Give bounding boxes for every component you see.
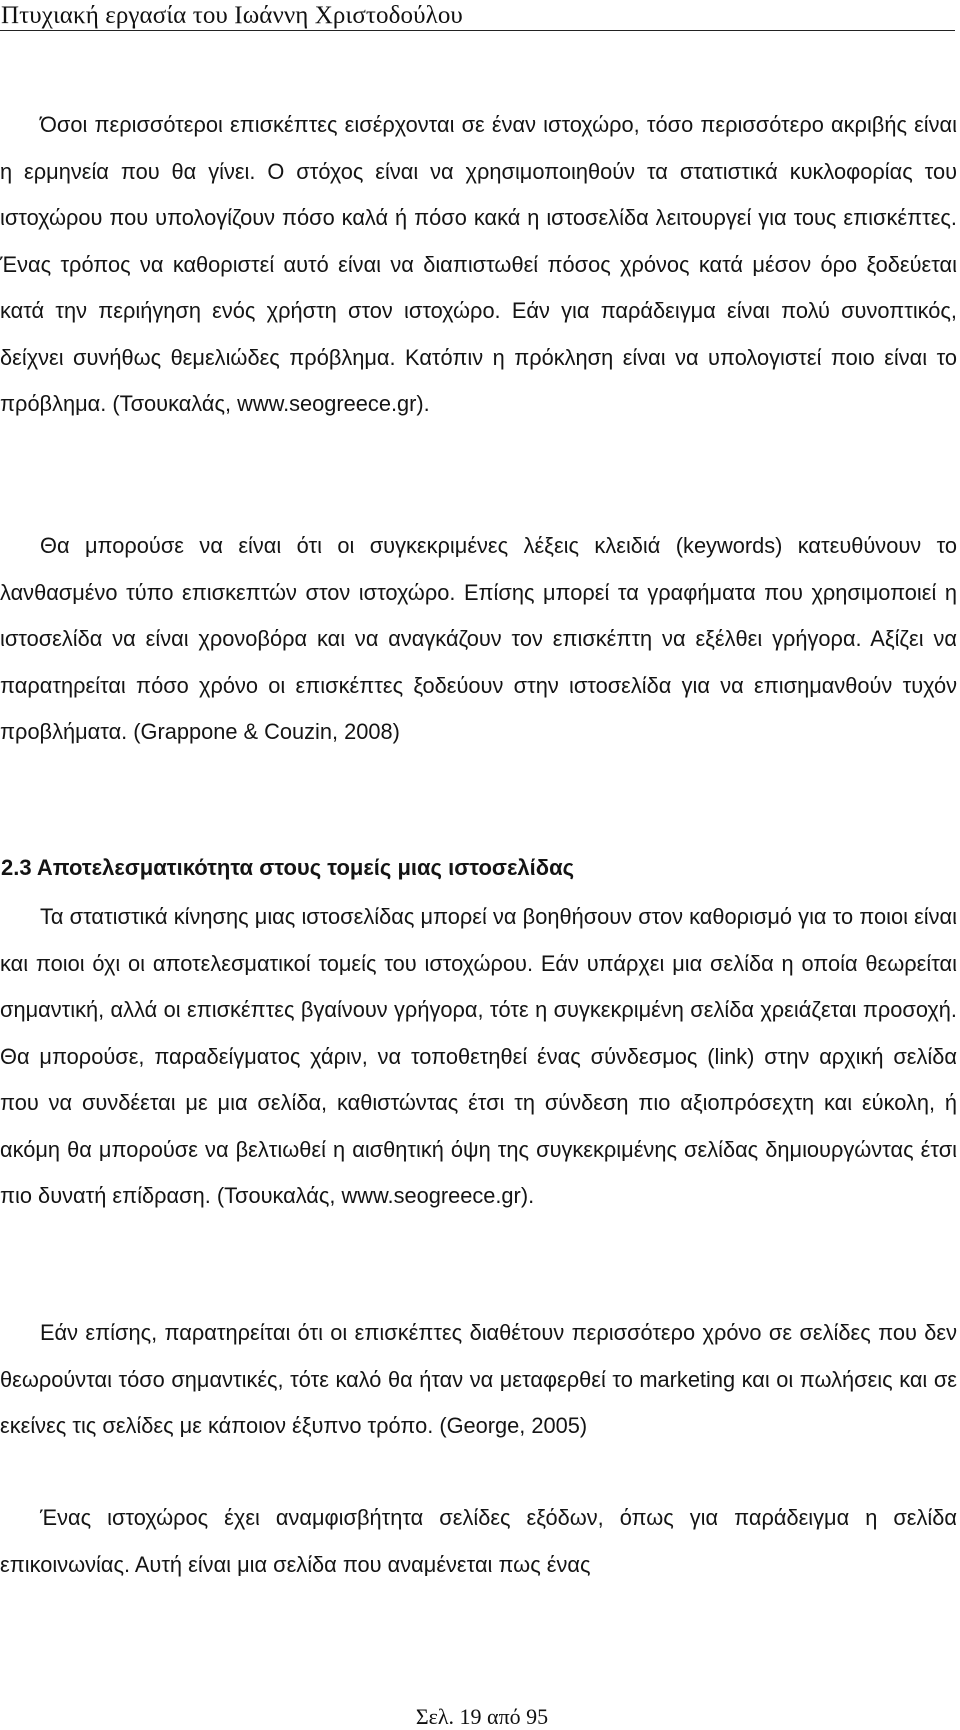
paragraph-1: Όσοι περισσότεροι επισκέπτες εισέρχονται σε έναν ιστοχώρο, τόσο περισσότερο ακριβής είναι η ερμηνεία που θα γίνει. Ο στόχος είναι να χρησιμοποιηθούν τα στατιστικά κυκλοφορίας του ιστοχώρου που υπολογίζουν πόσο καλά ή πόσο κακά η ιστοσελίδα λειτουργεί για τους επισκέπτες. Ένας τρόπος να καθοριστεί αυτό είναι να διαπιστωθεί πόσος χρόνος κατά μέσον όρο ξοδεύεται κατά την περιήγηση ενός χρήστη στον ιστοχώρο. Εάν για παράδειγμα είναι πολύ συνοπτικός, δείχνει συνήθως θεμελιώδες πρόβλημα. Κατόπιν η πρόκληση είναι να υπολογιστεί ποιο είναι το πρόβλημα. (Τσουκαλάς, www.seogreece.gr).: [0, 112, 957, 416]
page-footer: [0, 1704, 960, 1730]
header-title: Πτυχιακή εργασία του Ιωάννη Χριστοδούλου: [1, 2, 463, 29]
section-heading: 2.3 Αποτελεσματικότητα στους τομείς μιας ιστοσελίδας: [1, 855, 575, 880]
page-number: Σελ. 19 από 95: [415, 1704, 549, 1729]
paragraph-4: Εάν επίσης, παρατηρείται ότι οι επισκέπτες διαθέτουν περισσότερο χρόνο σε σελίδες που δεν θεωρούνται τόσο σημαντικές, τότε καλό θα ήταν να μεταφερθεί το marketing και οι πωλήσεις και σε εκείνες τις σελίδες με κάποιον έξυπνο τρόπο. (George, 2005): [0, 1320, 957, 1438]
paragraph-3: Τα στατιστικά κίνησης μιας ιστοσελίδας μπορεί να βοηθήσουν στον καθορισμό για το ποιοι είναι και ποιοι όχι οι αποτελεσματικοί τομείς του ιστοχώρου. Εάν υπάρχει μια σελίδα η οποία θεωρείται σημαντική, αλλά οι επισκέπτες βγαίνουν γρήγορα, τότε η συγκεκριμένη σελίδα χρειάζεται προσοχή. Θα μπορούσε, παραδείγματος χάριν, να τοποθετηθεί ένας σύνδεσμος (link) στην αρχική σελίδα που να συνδέεται με μια σελίδα, καθιστώντας έτσι τη σύνδεση πιο αξιοπρόσεχτη και εύκολη, ή ακόμη θα μπορούσε να βελτιωθεί η αισθητική όψη της συγκεκριμένης σελίδας δημιουργώντας έτσι πιο δυνατή επίδραση. (Τσουκαλάς, www.seogreece.gr).: [0, 904, 957, 1208]
page-header: [0, 0, 955, 31]
paragraph-5: Ένας ιστοχώρος έχει αναμφισβήτητα σελίδες εξόδων, όπως για παράδειγμα η σελίδα επικοινωνίας. Αυτή είναι μια σελίδα που αναμένεται πως ένας: [0, 1505, 957, 1577]
paragraph-2: Θα μπορούσε να είναι ότι οι συγκεκριμένες λέξεις κλειδιά (keywords) κατευθύνουν το λανθασμένο τύπο επισκεπτών στον ιστοχώρο. Επίσης μπορεί τα γραφήματα που χρησιμοποιεί η ιστοσελίδα να είναι χρονοβόρα και να αναγκάζουν τον επισκέπτη να εξέλθει γρήγορα. Αξίζει να παρατηρείται πόσο χρόνο οι επισκέπτες ξοδεύουν στην ιστοσελίδα για να επισημανθούν τυχόν προβλήματα. (Grappone & Couzin, 2008): [0, 533, 957, 744]
